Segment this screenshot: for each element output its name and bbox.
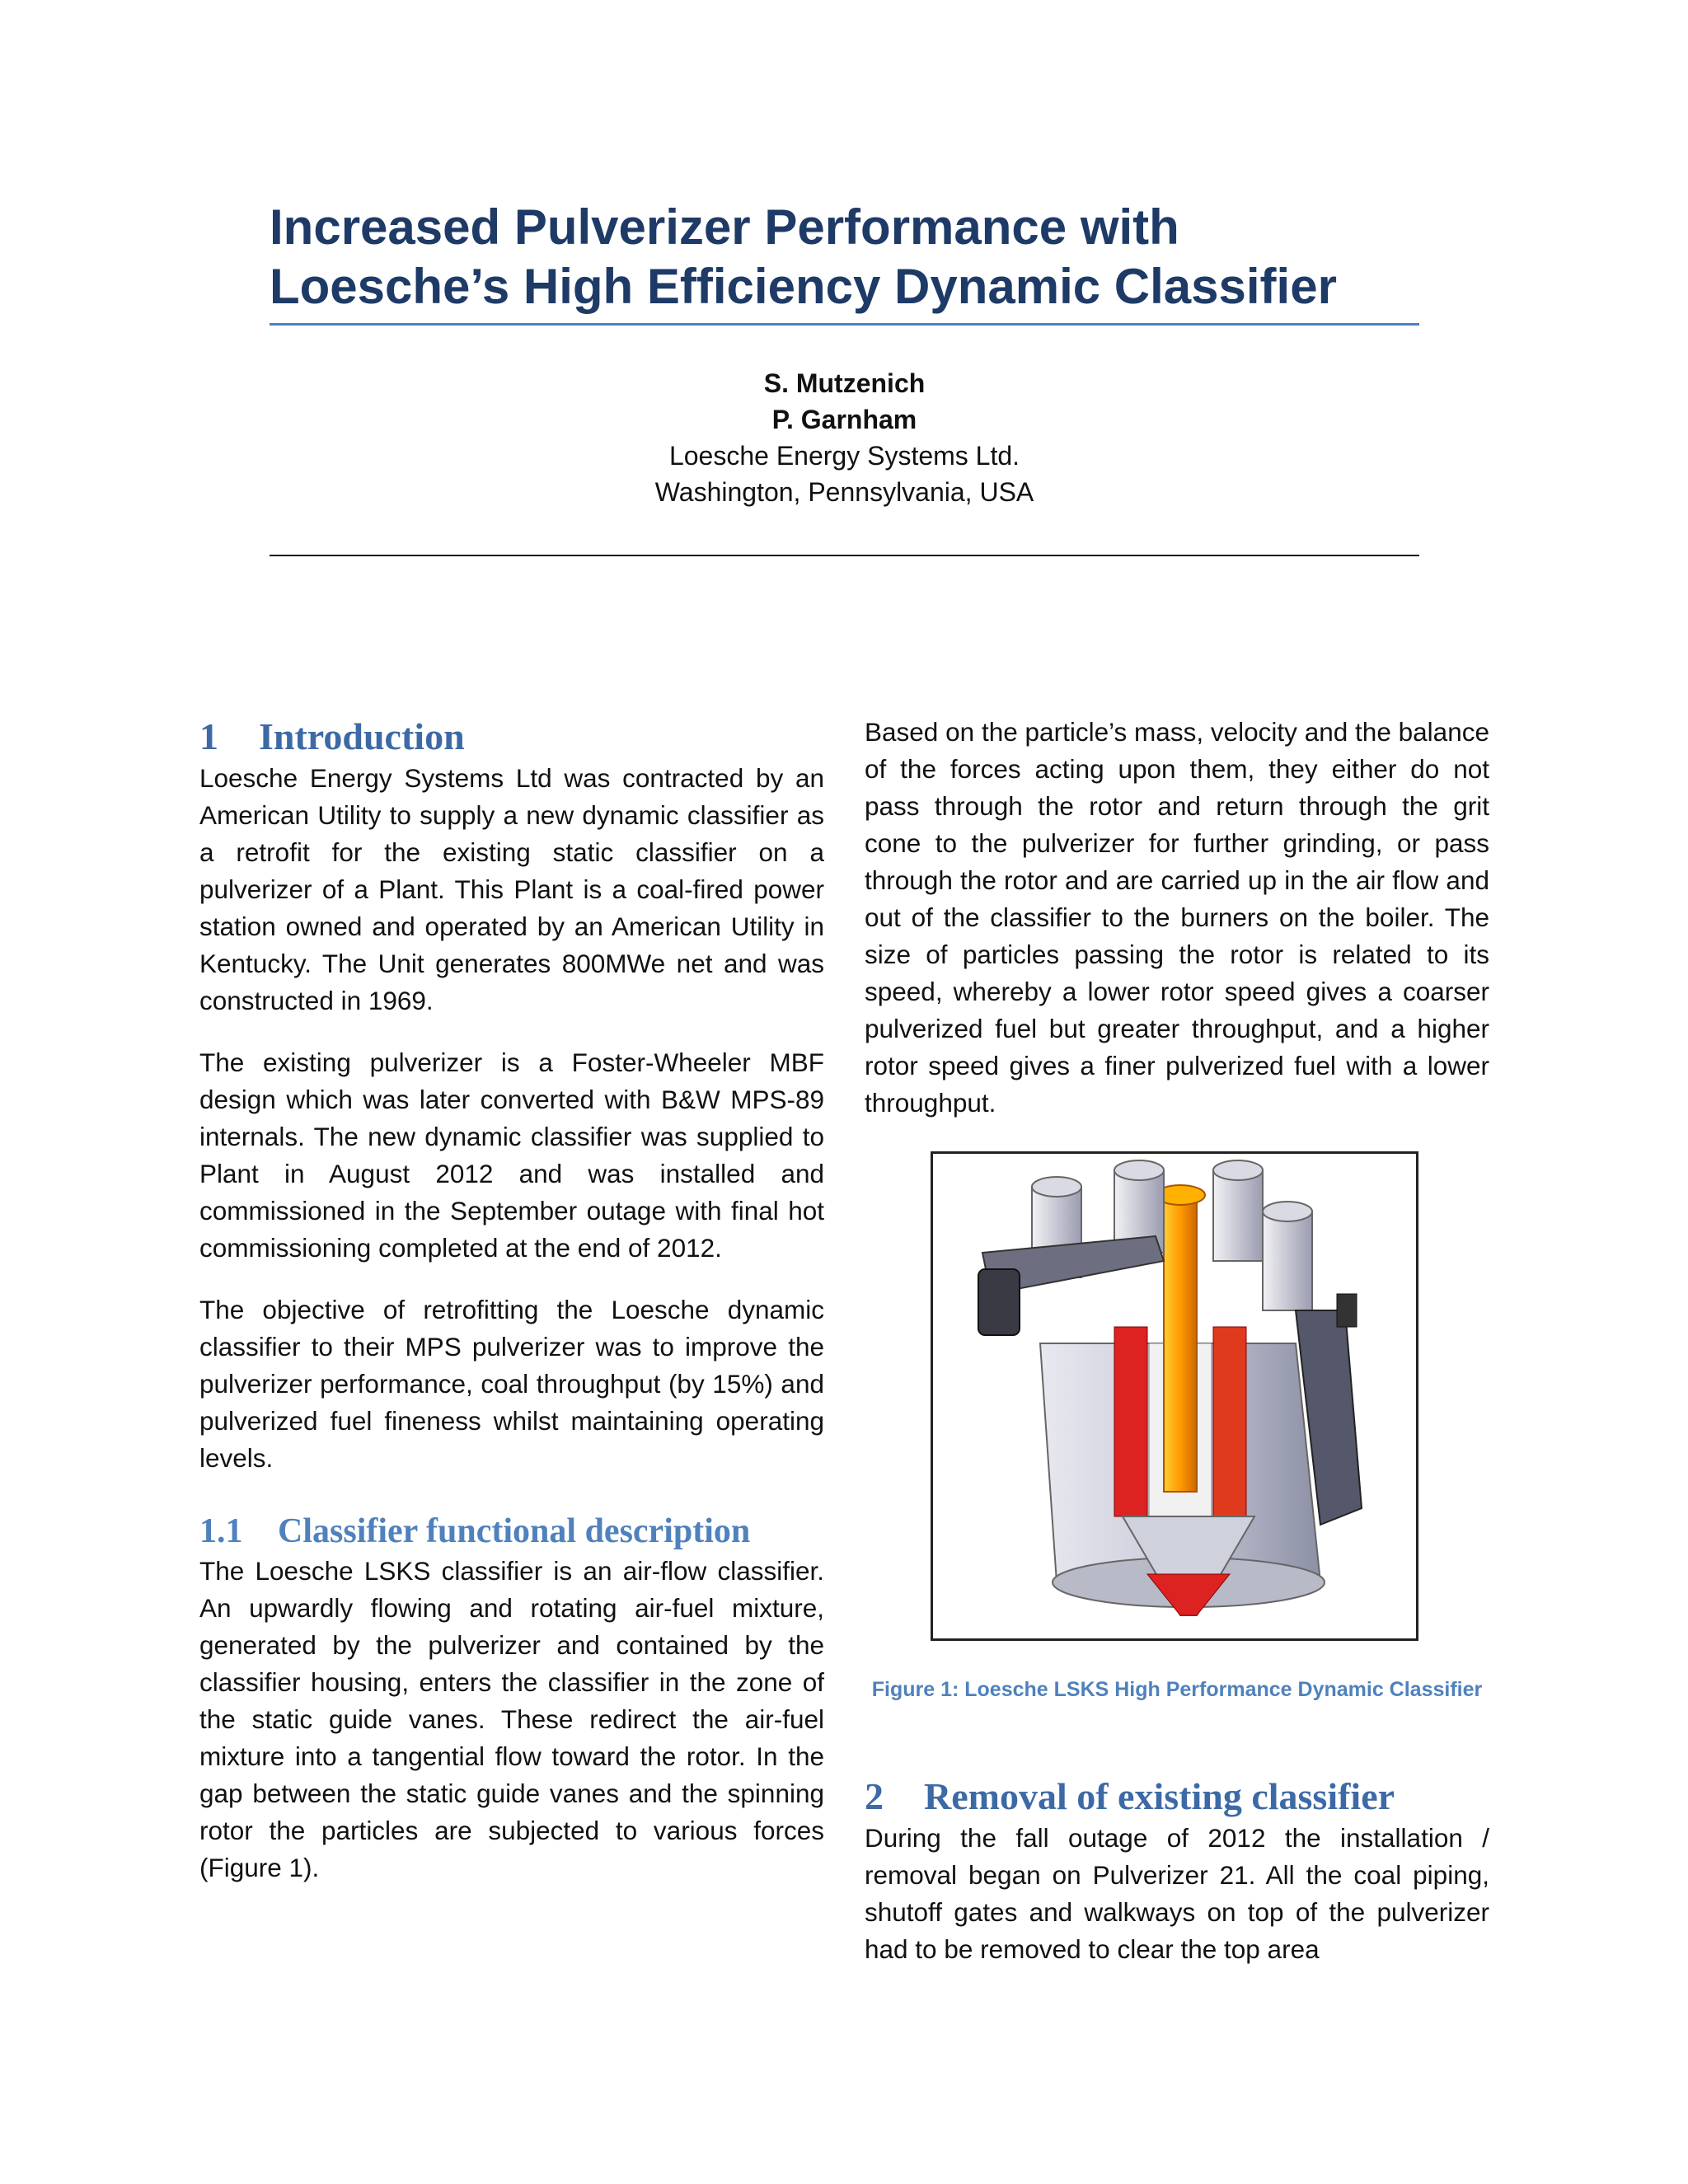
left-column [199,714,824,1911]
section-title: Introduction [259,715,465,757]
figure-image [931,1151,1418,1641]
author-block [270,365,1419,510]
right-column [865,714,1489,1146]
section-number: 2 [865,1775,884,1817]
section-heading [865,1774,1489,1820]
author-name: P. Garnham [771,405,917,434]
author-affiliation: Loesche Energy Systems Ltd. [668,441,1020,471]
header-divider [270,555,1419,556]
title-line-2: Loesche’s High Efficiency Dynamic Classifier [270,259,1337,314]
paragraph: The existing pulverizer is a Foster-Wheeler MBF design which was later converted with B&W MPS-89 internals. The new dynamic classifier was supplied to Plant in August 2012 and was installed and commissioned in the September outage with final hot commissioning completed at the end of 2012. [199,1047,824,1263]
author-name: S. Mutzenich [763,368,926,398]
subsection-title: Classifier functional description [278,1512,751,1550]
title-divider [270,323,1419,326]
paper-title [270,198,1419,316]
classifier-illustration [933,1154,1416,1638]
paragraph: Loesche Energy Systems Ltd was contracted by an American Utility to supply a new dynamic classifier as a retrofit for the existing static classifier on a pulverizer of a Plant. This Plant is a coal-fired power station owned and operated by an American Utility in Kentucky. The Unit generates 800MWe net and was constructed in 1969. [199,763,824,1015]
paragraph: The Loesche LSKS classifier is an air-flow classifier. An upwardly flowing and rotating air-fuel mixture, generated by the pulverizer and contained by the classifier housing, enters the classifier in the zone of the static guide vanes. These redirect the air-fuel mixture into a tangential flow toward the rotor. In the gap between the static guide vanes and the spinning rotor the particles are subjected to various forces (Figure 1). [199,1556,824,1882]
paragraph: During the fall outage of 2012 the installation / removal began on Pulverizer 21. All the coal piping, shutoff gates and walkways on top of the pulverizer had to be removed to clear the top area [865,1823,1489,1964]
section-title: Removal of existing classifier [924,1775,1395,1817]
author-location: Washington, Pennsylvania, USA [654,477,1034,507]
title-line-1: Increased Pulverizer Performance with [270,199,1179,255]
figure-caption: Figure 1: Loesche LSKS High Performance Dynamic Classifier [871,1678,1483,1701]
paragraph: The objective of retrofitting the Loesche dynamic classifier to their MPS pulverizer was to improve the pulverizer performance, coal throughput (by 15%) and pulverized fuel fineness whilst maintaining operating levels. [199,1295,824,1473]
section-heading [199,714,824,760]
subsection-number: 1.1 [199,1512,243,1550]
paragraph: Based on the particle’s mass, velocity and the balance of the forces acting upon them, they either do not pass through the rotor and return through the grit cone to the pulverizer for further grinding, or pass through the rotor and are carried up in the air flow and out of the classifier to the burners on the boiler. The size of particles passing the rotor is related to its speed, whereby a lower rotor speed gives a coarser pulverized fuel but greater throughput, and a higher rotor speed gives a finer pulverized fuel with a lower throughput. [865,717,1489,1118]
section-number: 1 [199,715,218,757]
section-2 [865,1774,1489,1993]
subsection-heading [199,1510,824,1553]
